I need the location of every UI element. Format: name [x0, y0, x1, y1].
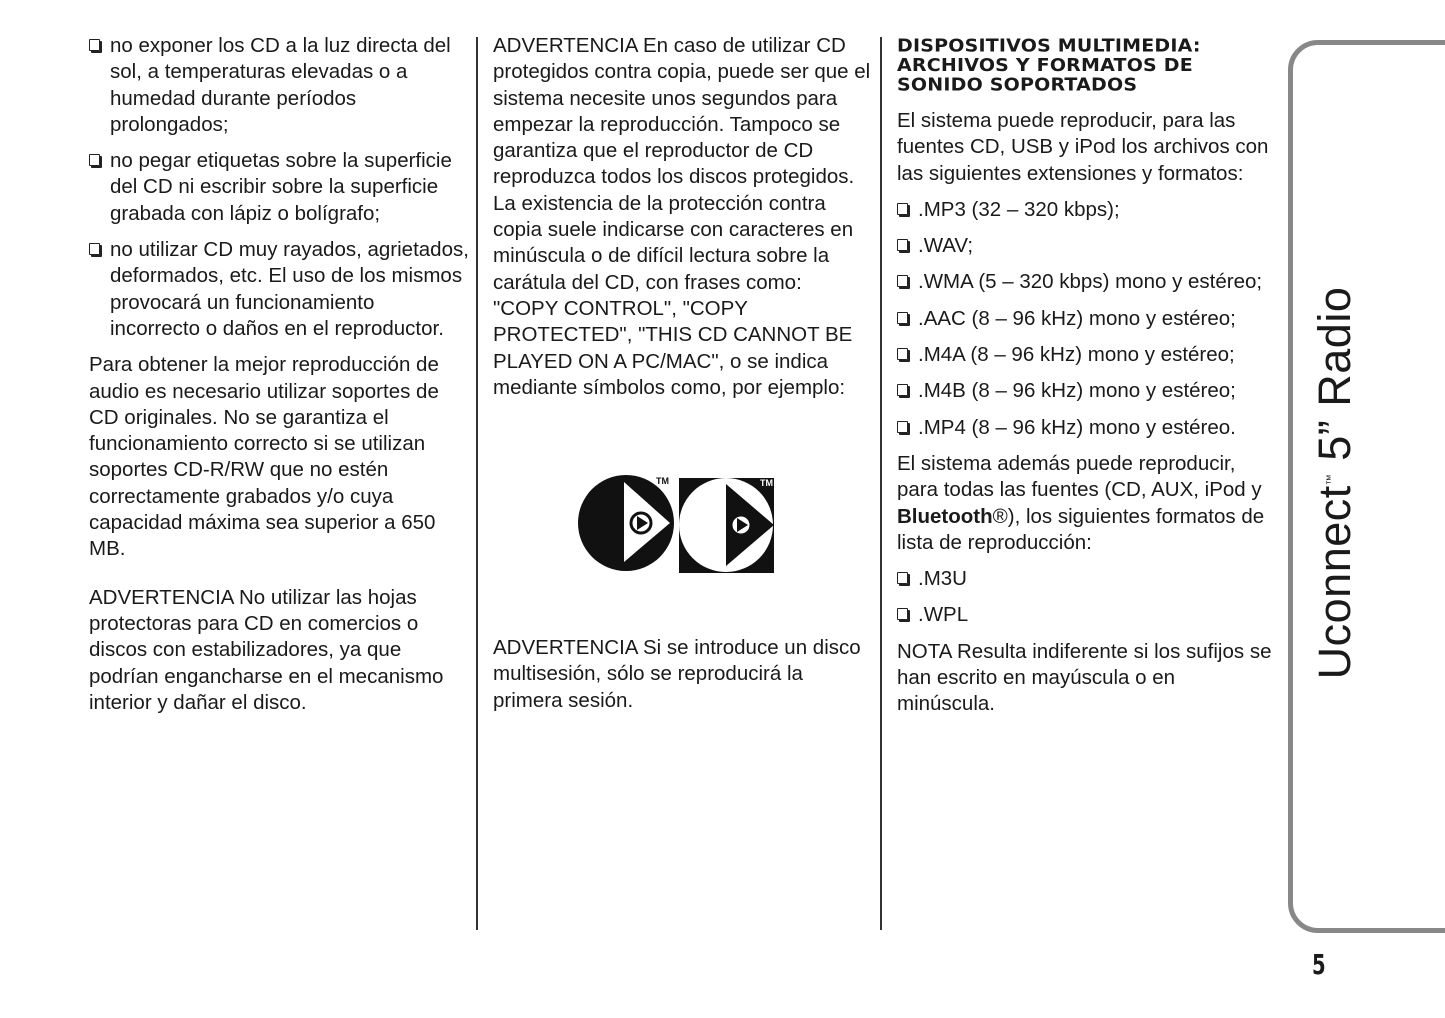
cd-logo-black-disc-icon: [578, 475, 674, 571]
chapter-title-tm: ™: [1325, 473, 1337, 486]
note-paragraph: NOTA Resulta indiferente si los sufijos se han escrito en mayúscula o en minúscula.: [897, 639, 1272, 716]
format-item: .M4B (8 – 96 kHz) mono y estéreo;: [897, 378, 1275, 404]
column-2: [493, 33, 871, 411]
format-item: .MP3 (32 – 320 kbps);: [897, 197, 1275, 223]
column-divider-1: [476, 37, 478, 930]
copy-protection-warning: ADVERTENCIA En caso de utilizar CD protegidos contra copia, puede ser que el sistema necesite unos segundos para empezar la reproducción. Tampoco se garantiza que el reproductor de CD reproduzca todos los discos protegidos. La existencia de la protección contra copia suele indicarse con caracteres en minúscula o de difícil lectura sobre la carátula del CD, con frases como: "COPY CONTROL", "COPY PROTECTED", "THIS CD CANNOT BE PLAYED ON A PC/MAC", o se indica mediante símbolos como, por ejemplo:: [493, 34, 871, 399]
protective-sheets-warning: ADVERTENCIA No utilizar las hojas protectoras para CD en comercios o discos con estabilizadores, ya que podrían engancharse en el mecanismo interior y dañar el disco.: [89, 585, 444, 714]
format-item: .AAC (8 – 96 kHz) mono y estéreo;: [897, 306, 1275, 332]
playlist-intro-text-1: El sistema además puede reproducir, para todas las fuentes (CD, AUX, iPod y: [897, 451, 1262, 502]
playlist-intro-text-2: ®), los siguientes formatos de lista de reproducción:: [897, 504, 1265, 554]
cd-logo-tm-label-2: TM: [760, 478, 773, 488]
column-2-bottom: [493, 635, 871, 724]
cd-logo-images: [578, 474, 778, 574]
care-bullet-labels: no pegar etiquetas sobre la superficie del CD ni escribir sobre la superficie grabada con lápiz o bolígrafo;: [89, 148, 469, 227]
chapter-title: [1309, 287, 1361, 680]
column-1: [89, 33, 469, 726]
playlist-format-item: .WPL: [897, 602, 1275, 628]
care-bullet-sunlight: no exponer los CD a la luz directa del sol, a temperaturas elevadas o a humedad durante períodos prolongados;: [89, 33, 469, 138]
playlist-format-item: .M3U: [897, 566, 1275, 592]
original-cd-paragraph: Para obtener la mejor reproducción de audio es necesario utilizar soportes de CD originales. No se garantiza el funcionamiento correcto si se utilizan soportes CD-R/RW que no estén correctamente grabados y/o cuya capacidad máxima sea superior a 650 MB.: [89, 353, 439, 561]
chapter-title-main: Uconnect: [1309, 485, 1360, 680]
chapter-title-rest: 5” Radio: [1309, 286, 1360, 474]
multisession-warning: ADVERTENCIA Si se introduce un disco multisesión, sólo se reproducirá la primera sesión.: [493, 636, 861, 712]
format-item: .WAV;: [897, 233, 1275, 259]
cd-logo-white-disc-icon: [679, 478, 774, 573]
cd-logo-tm-label-1: TM: [656, 476, 669, 486]
section-heading: DISPOSITIVOS MULTIMEDIA: ARCHIVOS Y FORMATOS DE SONIDO SOPORTADOS: [897, 36, 1201, 95]
formats-intro: El sistema puede reproducir, para las fuentes CD, USB y iPod los archivos con las siguientes extensiones y formatos:: [897, 109, 1269, 185]
care-bullet-damaged: no utilizar CD muy rayados, agrietados, deformados, etc. El uso de los mismos provocará un funcionamiento incorrecto o daños en el reproductor.: [89, 237, 469, 342]
column-divider-2: [880, 37, 882, 930]
copy-protected-cd-symbols: [578, 474, 778, 579]
format-item: .WMA (5 – 320 kbps) mono y estéreo;: [897, 269, 1275, 295]
format-item: .M4A (8 – 96 kHz) mono y estéreo;: [897, 342, 1275, 368]
format-item: .MP4 (8 – 96 kHz) mono y estéreo.: [897, 415, 1275, 441]
bluetooth-bold: Bluetooth: [897, 504, 993, 528]
column-3: [897, 33, 1275, 728]
page-number: 5: [1312, 948, 1326, 981]
playlist-intro: [897, 451, 1275, 556]
